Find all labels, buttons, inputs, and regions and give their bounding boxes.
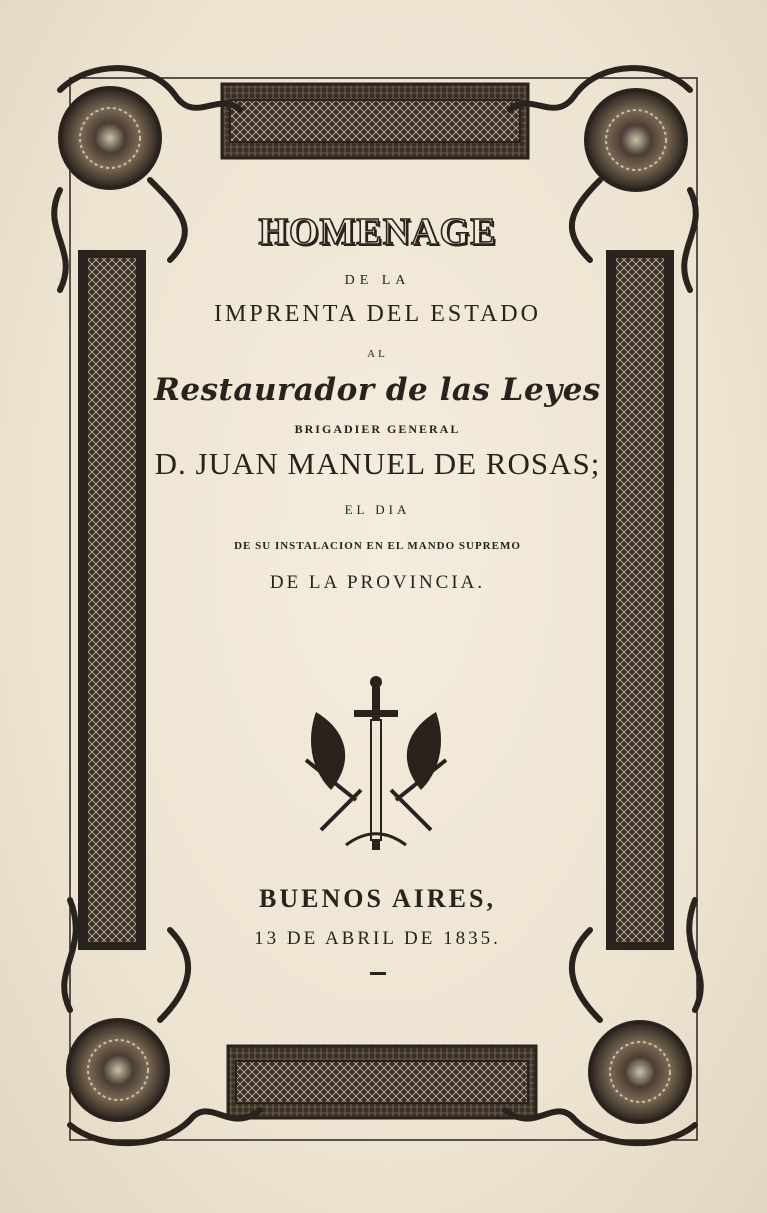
main-title: HOMENAGE (258, 211, 497, 253)
line-restaurador: Restaurador de las Leyes (154, 372, 601, 408)
line-el-dia: EL DIA (344, 502, 411, 517)
line-name: D. JUAN MANUEL DE ROSAS; (154, 446, 601, 481)
line-brigadier: BRIGADIER GENERAL (294, 422, 461, 436)
imprint-city: BUENOS AIRES, (259, 884, 496, 913)
imprint-date: 13 DE ABRIL DE 1835. (254, 928, 501, 949)
sword-emblem (306, 676, 446, 850)
bottom-bar-ornament (228, 1046, 536, 1118)
line-instalacion: DE SU INSTALACION EN EL MANDO SUPREMO (234, 540, 521, 552)
closing-rule (370, 972, 386, 975)
right-column-ornament (606, 250, 674, 950)
left-column-ornament (78, 250, 146, 950)
line-provincia: DE LA PROVINCIA. (269, 572, 486, 593)
line-al: AL (367, 348, 388, 360)
line-de-la: DE LA (344, 273, 411, 288)
imprint-block (150, 884, 605, 975)
line-imprenta: IMPRENTA DEL ESTADO (214, 301, 541, 327)
top-bar-ornament (222, 84, 528, 158)
title-text-block (150, 205, 605, 594)
